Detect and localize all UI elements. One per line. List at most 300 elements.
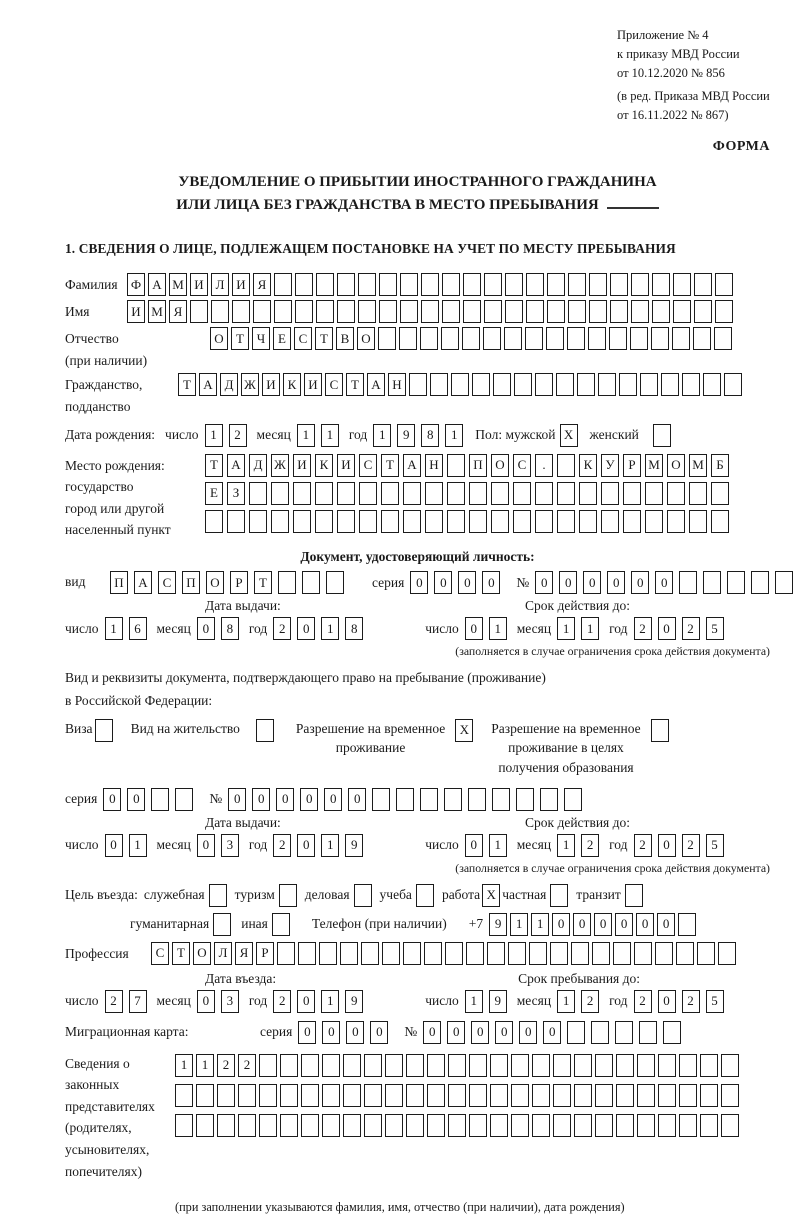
char-cell <box>564 788 582 811</box>
rvp-option <box>296 719 477 758</box>
month-word: месяц <box>516 993 552 1009</box>
char-cell <box>382 942 400 965</box>
char-cell: Е <box>273 327 291 350</box>
appendix-block <box>617 26 770 125</box>
char-cell: И <box>190 273 208 296</box>
char-cell: 0 <box>583 571 601 594</box>
char-cell <box>483 327 501 350</box>
char-cell: 5 <box>706 990 724 1013</box>
char-cell: 1 <box>205 424 223 447</box>
char-cell: Ж <box>271 454 289 477</box>
visa-checkbox <box>95 719 113 742</box>
char-cell: 0 <box>658 834 676 857</box>
char-cell <box>516 788 534 811</box>
section1-heading: 1. СВЕДЕНИЯ О ЛИЦЕ, ПОДЛЕЖАЩЕМ ПОСТАНОВКЕ НА УЧЕТ ПО МЕСТУ ПРЕБЫВАНИЯ <box>65 241 676 257</box>
month-word: месяц <box>156 837 191 853</box>
char-cell: 0 <box>423 1021 441 1044</box>
char-cell <box>343 1084 361 1107</box>
char-cell: 0 <box>197 617 215 640</box>
char-cell <box>651 327 669 350</box>
char-cell <box>337 482 355 505</box>
entry-date-label: Дата въезда: <box>205 970 277 986</box>
char-cell <box>280 1054 298 1077</box>
char-cell <box>301 1114 319 1137</box>
char-cell <box>661 373 679 396</box>
char-cell <box>403 510 421 533</box>
purpose-option-checkbox <box>416 884 434 907</box>
char-cell: О <box>193 942 211 965</box>
char-cell: 0 <box>370 1021 388 1044</box>
expiry-date-label: Срок действия до: <box>525 598 630 613</box>
char-cell <box>567 1021 585 1044</box>
char-cell <box>724 373 742 396</box>
rvpo-label: Разрешение на временное проживание в целях получения образования <box>491 720 641 775</box>
char-cell <box>711 482 729 505</box>
month-word: месяц <box>516 837 552 853</box>
purpose-label: Цель въезда: <box>65 887 138 903</box>
char-cell: О <box>206 571 224 594</box>
char-cell <box>322 1054 340 1077</box>
char-cell <box>359 482 377 505</box>
char-cell <box>553 1114 571 1137</box>
char-cell: Т <box>254 571 272 594</box>
char-cell <box>451 373 469 396</box>
char-cell <box>399 327 417 350</box>
char-cell <box>322 1084 340 1107</box>
char-cell <box>679 571 697 594</box>
char-cell <box>492 788 510 811</box>
char-cell <box>491 510 509 533</box>
char-cell <box>421 300 439 323</box>
char-cell: 0 <box>465 617 483 640</box>
char-cell <box>249 482 267 505</box>
char-cell: Т <box>315 327 333 350</box>
sex-label: Пол: мужской <box>475 427 556 443</box>
char-cell <box>637 1084 655 1107</box>
char-cell: 9 <box>345 834 363 857</box>
char-cell <box>613 942 631 965</box>
char-cell: Т <box>172 942 190 965</box>
char-cell: 0 <box>631 571 649 594</box>
char-cell <box>358 300 376 323</box>
purpose-row2 <box>130 913 770 936</box>
forma-label: ФОРМА <box>712 138 770 154</box>
char-cell: 0 <box>197 834 215 857</box>
birthdate-label: Дата рождения: <box>65 427 156 443</box>
char-cell <box>700 1114 718 1137</box>
char-cell: 0 <box>197 990 215 1013</box>
char-cell <box>378 327 396 350</box>
doc-expiry-day-cells <box>465 617 507 640</box>
char-cell: Т <box>178 373 196 396</box>
month-word: месяц <box>256 427 291 443</box>
char-cell: 6 <box>129 617 147 640</box>
char-cell: 0 <box>410 571 428 594</box>
appendix-line5: от 16.11.2022 № 867) <box>617 108 729 122</box>
char-cell <box>319 942 337 965</box>
migcard-number-label: № <box>404 1024 418 1040</box>
char-cell <box>337 510 355 533</box>
char-cell <box>175 1084 193 1107</box>
char-cell <box>227 510 245 533</box>
char-cell: 0 <box>300 788 318 811</box>
char-cell: 1 <box>321 834 339 857</box>
sex-female-checkbox <box>653 424 671 447</box>
char-cell <box>372 788 390 811</box>
char-cell: 0 <box>465 834 483 857</box>
char-cell: 2 <box>273 617 291 640</box>
char-cell <box>400 300 418 323</box>
char-cell <box>547 273 565 296</box>
permit-number-label: № <box>209 791 223 807</box>
char-cell <box>427 1114 445 1137</box>
purpose-option-label: иная <box>241 916 268 932</box>
char-cell: 8 <box>345 617 363 640</box>
char-cell <box>487 942 505 965</box>
char-cell: 2 <box>105 990 123 1013</box>
char-cell <box>616 1054 634 1077</box>
char-cell <box>504 327 522 350</box>
char-cell: 2 <box>581 990 599 1013</box>
char-cell <box>529 942 547 965</box>
visa-option <box>65 719 117 742</box>
char-cell: И <box>232 273 250 296</box>
char-cell <box>280 1114 298 1137</box>
until-year-cells <box>634 990 724 1013</box>
char-cell: 0 <box>607 571 625 594</box>
char-cell: 2 <box>229 424 247 447</box>
char-cell <box>385 1054 403 1077</box>
char-cell <box>468 788 486 811</box>
purpose-option-label: частная <box>502 887 547 903</box>
char-cell: 0 <box>519 1021 537 1044</box>
char-cell <box>694 300 712 323</box>
char-cell: 1 <box>297 424 315 447</box>
surname-cells <box>127 273 733 296</box>
char-cell: К <box>315 454 333 477</box>
permit-expiry-month-cells <box>557 834 599 857</box>
char-cell <box>679 1054 697 1077</box>
char-cell <box>361 942 379 965</box>
month-word: месяц <box>156 993 191 1009</box>
patronymic-label: Отчество (при наличии) <box>65 331 148 368</box>
char-cell: 0 <box>348 788 366 811</box>
char-cell <box>711 510 729 533</box>
char-cell <box>274 300 292 323</box>
char-cell: С <box>158 571 176 594</box>
char-cell: 0 <box>324 788 342 811</box>
char-cell <box>689 482 707 505</box>
char-cell <box>259 1114 277 1137</box>
rvp-label: Разрешение на временное проживание <box>295 720 446 756</box>
char-cell <box>196 1084 214 1107</box>
char-cell <box>623 510 641 533</box>
char-cell <box>634 942 652 965</box>
char-cell <box>441 327 459 350</box>
citizenship-label: Гражданство, подданство <box>65 377 143 415</box>
char-cell: Н <box>388 373 406 396</box>
char-cell: П <box>469 454 487 477</box>
char-cell <box>340 942 358 965</box>
char-cell: 1 <box>445 424 463 447</box>
char-cell: 9 <box>397 424 415 447</box>
char-cell <box>430 373 448 396</box>
char-cell <box>557 510 575 533</box>
char-cell <box>679 1084 697 1107</box>
legal-reps-cells-row2 <box>175 1084 739 1107</box>
char-cell: Р <box>623 454 641 477</box>
permit-series-label: серия <box>65 791 98 807</box>
char-cell <box>364 1084 382 1107</box>
char-cell <box>678 913 696 936</box>
char-cell <box>567 327 585 350</box>
residence-doc-note: (заполняется в случае ограничения срока действия документа) <box>455 860 770 875</box>
char-cell: У <box>601 454 619 477</box>
char-cell <box>557 482 575 505</box>
char-cell <box>700 1054 718 1077</box>
char-cell <box>511 1084 529 1107</box>
char-cell <box>721 1054 739 1077</box>
char-cell: К <box>283 373 301 396</box>
char-cell <box>703 571 721 594</box>
rvpo-checkbox <box>651 719 669 742</box>
char-cell: 0 <box>636 913 654 936</box>
char-cell: 2 <box>634 990 652 1013</box>
char-cell: А <box>134 571 152 594</box>
char-cell <box>513 510 531 533</box>
char-cell <box>601 482 619 505</box>
char-cell: Т <box>231 327 249 350</box>
char-cell: 0 <box>658 990 676 1013</box>
char-cell <box>190 300 208 323</box>
char-cell: А <box>227 454 245 477</box>
purpose-option-checkbox: X <box>482 884 500 907</box>
char-cell <box>574 1054 592 1077</box>
migcard-series-cells <box>298 1021 388 1044</box>
char-cell <box>277 942 295 965</box>
doc-series-label: серия <box>372 574 405 590</box>
char-cell <box>447 482 465 505</box>
char-cell <box>658 1054 676 1077</box>
char-cell: 0 <box>594 913 612 936</box>
char-cell: А <box>148 273 166 296</box>
char-cell <box>420 788 438 811</box>
birthplace-label: Место рождения: государство город или другой населенный пункт <box>65 457 171 538</box>
permit-expiry-day-cells <box>465 834 507 857</box>
char-cell: 0 <box>276 788 294 811</box>
char-cell <box>508 942 526 965</box>
char-cell: 5 <box>706 617 724 640</box>
residence-doc-series-row <box>65 788 770 811</box>
char-cell: А <box>367 373 385 396</box>
char-cell <box>466 942 484 965</box>
char-cell: 0 <box>297 834 315 857</box>
purpose-option-label: учеба <box>379 887 412 903</box>
purpose-option-checkbox <box>213 913 231 936</box>
char-cell: Б <box>711 454 729 477</box>
char-cell <box>546 327 564 350</box>
char-cell <box>424 942 442 965</box>
char-cell <box>315 510 333 533</box>
purpose-option-label: работа <box>441 887 481 903</box>
purpose-option-checkbox <box>209 884 227 907</box>
char-cell: 8 <box>421 424 439 447</box>
residence-doc-dates-row <box>65 834 770 857</box>
char-cell <box>532 1084 550 1107</box>
migration-card-row <box>65 1021 770 1044</box>
char-cell: Ф <box>127 273 145 296</box>
char-cell <box>463 300 481 323</box>
char-cell <box>151 788 169 811</box>
char-cell <box>259 1054 277 1077</box>
char-cell: 1 <box>465 990 483 1013</box>
char-cell <box>700 1084 718 1107</box>
char-cell <box>448 1054 466 1077</box>
char-cell <box>615 1021 633 1044</box>
char-cell <box>295 300 313 323</box>
char-cell <box>472 373 490 396</box>
char-cell: О <box>667 454 685 477</box>
char-cell: 5 <box>706 834 724 857</box>
residence-doc-intro2: в Российской Федерации: <box>65 692 213 708</box>
char-cell: 0 <box>543 1021 561 1044</box>
char-cell <box>490 1084 508 1107</box>
char-cell <box>658 1114 676 1137</box>
profession-label: Профессия <box>65 945 129 961</box>
char-cell: 2 <box>682 990 700 1013</box>
char-cell <box>630 327 648 350</box>
char-cell <box>175 788 193 811</box>
char-cell <box>715 300 733 323</box>
char-cell: 1 <box>321 617 339 640</box>
char-cell: К <box>579 454 597 477</box>
entry-date-labels <box>65 971 770 987</box>
char-cell: 0 <box>447 1021 465 1044</box>
char-cell <box>526 300 544 323</box>
char-cell <box>640 373 658 396</box>
char-cell <box>652 300 670 323</box>
char-cell <box>591 1021 609 1044</box>
char-cell: Л <box>211 273 229 296</box>
surname-row <box>65 273 770 296</box>
entry-dates-row <box>65 990 770 1013</box>
vnj-option <box>131 719 278 742</box>
char-cell: 1 <box>105 617 123 640</box>
char-cell <box>406 1114 424 1137</box>
day-word: число <box>425 993 459 1009</box>
day-word: число <box>65 837 99 853</box>
char-cell <box>693 327 711 350</box>
char-cell <box>280 1084 298 1107</box>
char-cell <box>505 300 523 323</box>
char-cell: Р <box>230 571 248 594</box>
char-cell: 0 <box>482 571 500 594</box>
birth-year-cells <box>373 424 463 447</box>
legal-reps-cells-row3 <box>175 1114 739 1137</box>
purpose-option-checkbox <box>272 913 290 936</box>
char-cell <box>448 1114 466 1137</box>
char-cell: Т <box>346 373 364 396</box>
char-cell: 0 <box>346 1021 364 1044</box>
char-cell <box>557 454 575 477</box>
char-cell <box>420 327 438 350</box>
month-word: месяц <box>156 620 191 636</box>
char-cell <box>442 273 460 296</box>
char-cell: 1 <box>531 913 549 936</box>
char-cell <box>469 482 487 505</box>
char-cell: 1 <box>321 990 339 1013</box>
birthplace-cells-row1 <box>205 454 729 477</box>
char-cell <box>571 942 589 965</box>
char-cell: 0 <box>103 788 121 811</box>
char-cell <box>637 1054 655 1077</box>
doc-issue-year-cells <box>273 617 363 640</box>
char-cell <box>631 300 649 323</box>
char-cell <box>337 300 355 323</box>
char-cell <box>493 373 511 396</box>
char-cell <box>379 273 397 296</box>
identity-doc-heading: Документ, удостоверяющий личность: <box>300 549 535 564</box>
char-cell: 1 <box>557 617 575 640</box>
migcard-series-label: серия <box>260 1024 293 1040</box>
char-cell: 0 <box>657 913 675 936</box>
char-cell <box>403 942 421 965</box>
blank-underline <box>607 207 659 209</box>
char-cell: С <box>513 454 531 477</box>
legal-reps-label: Сведения о законных представителях (родителях, усыновителях, попечителях) <box>65 1055 155 1179</box>
char-cell <box>484 300 502 323</box>
doc-number-cells <box>535 571 793 594</box>
char-cell: 2 <box>238 1054 256 1077</box>
char-cell: 0 <box>458 571 476 594</box>
birth-day-cells <box>205 424 247 447</box>
permit-issue-year-cells <box>273 834 363 857</box>
char-cell <box>588 327 606 350</box>
char-cell <box>645 482 663 505</box>
char-cell <box>721 1084 739 1107</box>
char-cell <box>249 510 267 533</box>
char-cell <box>672 327 690 350</box>
citizenship-row <box>65 373 770 417</box>
phone-cells <box>489 913 696 936</box>
char-cell <box>655 942 673 965</box>
char-cell: Д <box>249 454 267 477</box>
char-cell: 0 <box>658 617 676 640</box>
char-cell: И <box>293 454 311 477</box>
char-cell <box>679 1114 697 1137</box>
char-cell <box>381 510 399 533</box>
year-word: год <box>248 837 268 853</box>
purpose-option-label: туризм <box>234 887 275 903</box>
char-cell <box>484 273 502 296</box>
year-word: год <box>609 993 628 1009</box>
char-cell: С <box>325 373 343 396</box>
char-cell <box>196 1114 214 1137</box>
char-cell <box>409 373 427 396</box>
birthplace-cells-row3 <box>205 510 729 533</box>
char-cell: М <box>148 300 166 323</box>
char-cell: П <box>110 571 128 594</box>
char-cell <box>385 1114 403 1137</box>
doc-expiry-year-cells <box>634 617 724 640</box>
char-cell <box>598 373 616 396</box>
char-cell <box>532 1054 550 1077</box>
phone-label: Телефон (при наличии) <box>311 916 447 932</box>
char-cell <box>714 327 732 350</box>
char-cell <box>316 273 334 296</box>
char-cell <box>550 942 568 965</box>
char-cell: 0 <box>559 571 577 594</box>
